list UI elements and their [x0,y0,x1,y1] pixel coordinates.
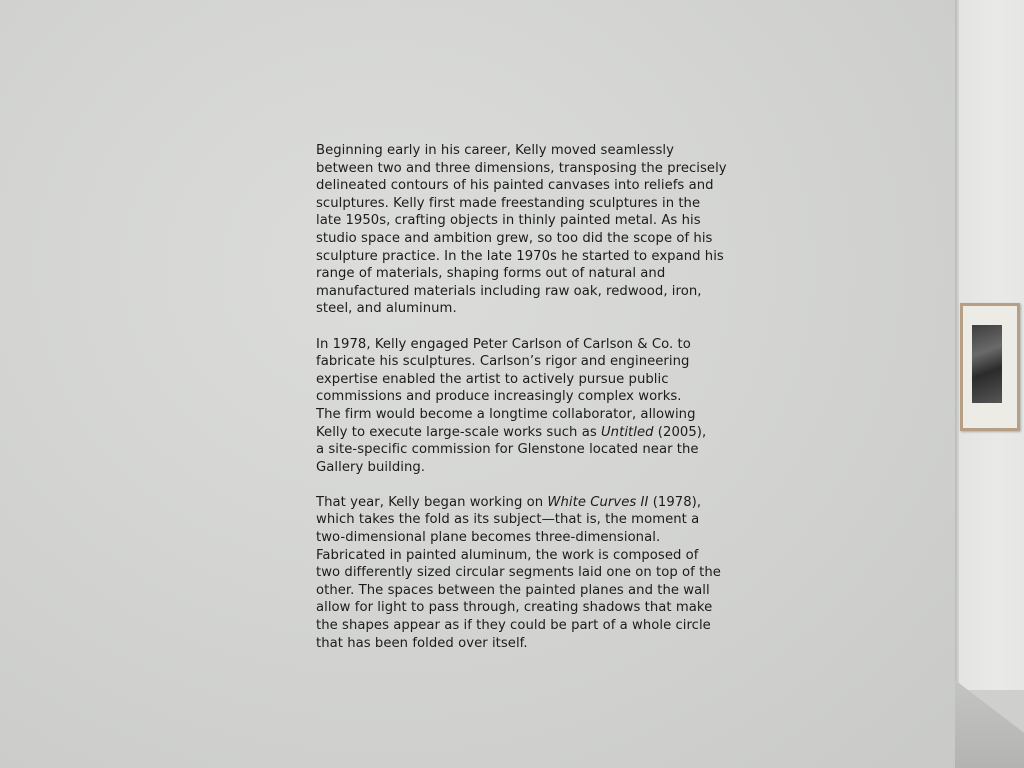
text-line: studio space and ambition grew, so too did the scope of his [316,230,713,246]
text-segment: Kelly to execute large-scale works such as [316,424,601,440]
text-line: delineated contours of his painted canvases into reliefs and [316,178,714,194]
text-line: a site-specific commission for Glenstone located near the [316,442,699,458]
text-line: Beginning early in his career, Kelly moved seamlessly [316,143,674,158]
text-segment: That year, Kelly began working on [316,494,548,510]
text-line: commissions and produce increasingly complex works. [316,389,682,405]
text-line: sculpture practice. In the late 1970s he started to expand his [316,248,724,264]
text-line: two differently sized circular segments laid one on top of the [316,565,721,581]
text-line-untitled [316,424,736,442]
text-segment: (2005), [653,424,707,440]
text-line: other. The spaces between the painted planes and the wall [316,582,710,598]
text-line: steel, and aluminum. [316,301,457,317]
text-line: range of materials, shaping forms out of natural and [316,266,666,282]
paragraph-3 [316,494,736,652]
wall-corner-edge [955,0,959,768]
text-line: sculptures. Kelly first made freestanding sculptures in the [316,195,701,211]
text-line: allow for light to pass through, creating shadows that make [316,600,713,616]
paragraph-2 [316,336,736,477]
artwork-title-white-curves: White Curves II [547,494,649,510]
text-line: manufactured materials including raw oak, redwood, iron, [316,283,702,299]
text-line: two-dimensional plane becomes three-dimensional. [316,530,661,546]
text-line: fabricate his sculptures. Carlson’s rigor and engineering [316,354,690,370]
artwork-title-untitled: Untitled [600,424,654,440]
text-line: In 1978, Kelly engaged Peter Carlson of Carlson & Co. to [316,336,691,352]
wall-text-panel [316,142,736,670]
paragraph-1 [316,142,736,318]
text-line: between two and three dimensions, transposing the precisely [316,160,727,176]
text-line: Gallery building. [316,459,426,475]
text-line: which takes the fold as its subject—that is, the moment a [316,512,700,528]
text-line: expertise enabled the artist to actively pursue public [316,371,669,387]
text-line: The firm would become a longtime collaborator, allowing [316,406,696,422]
text-line: late 1950s, crafting objects in thinly painted metal. As his [316,213,701,229]
text-segment: (1978), [648,494,702,510]
floor [955,680,1024,768]
text-line: the shapes appear as if they could be part of a whole circle [316,618,711,634]
text-line: that has been folded over itself. [316,635,528,651]
framed-artwork [960,303,1020,431]
artwork-photograph [972,325,1002,403]
text-line: Fabricated in painted aluminum, the work is composed of [316,547,699,563]
text-line-white-curves [316,494,736,512]
